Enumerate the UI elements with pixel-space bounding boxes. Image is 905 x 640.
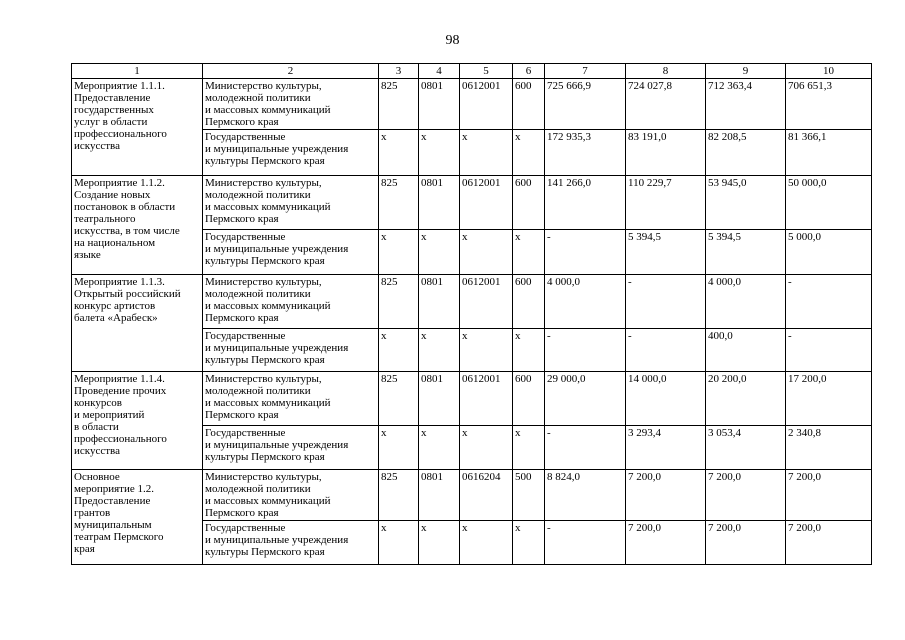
value-cell: 825	[379, 275, 419, 329]
value-cell: -	[545, 521, 626, 565]
value-cell: х	[513, 521, 545, 565]
value-cell: 5 394,5	[706, 230, 786, 275]
table-row	[72, 79, 872, 130]
value-cell: 82 208,5	[706, 130, 786, 176]
value-cell: х	[379, 521, 419, 565]
header-cell: 8	[626, 64, 706, 79]
value-cell: х	[460, 130, 513, 176]
executor-cell: Министерство культуры, молодежной политики и массовых коммуникаций Пермского края	[203, 275, 379, 329]
value-cell: 825	[379, 79, 419, 130]
header-row	[72, 64, 872, 79]
value-cell: 0801	[419, 79, 460, 130]
value-cell: -	[626, 275, 706, 329]
measure-cell: Мероприятие 1.1.2. Создание новых постановок в области театрального искусства, в том числе на национальном языке	[72, 176, 203, 275]
measure-cell: Мероприятие 1.1.3. Открытый российский конкурс артистов балета «Арабеск»	[72, 275, 203, 372]
value-cell: 600	[513, 372, 545, 426]
value-cell: 724 027,8	[626, 79, 706, 130]
value-cell: 500	[513, 470, 545, 521]
measure-cell: Мероприятие 1.1.4. Проведение прочих конкурсов и мероприятий в области профессионального искусства	[72, 372, 203, 470]
value-cell: х	[419, 230, 460, 275]
value-cell: -	[545, 329, 626, 372]
value-cell: 4 000,0	[545, 275, 626, 329]
value-cell: х	[513, 329, 545, 372]
value-cell: 3 293,4	[626, 426, 706, 470]
header-cell: 6	[513, 64, 545, 79]
value-cell: 8 824,0	[545, 470, 626, 521]
value-cell: 725 666,9	[545, 79, 626, 130]
value-cell: -	[545, 426, 626, 470]
value-cell: 0616204	[460, 470, 513, 521]
value-cell: 0612001	[460, 372, 513, 426]
value-cell: х	[513, 230, 545, 275]
value-cell: -	[786, 275, 872, 329]
executor-cell: Государственные и муниципальные учреждения культуры Пермского края	[203, 230, 379, 275]
header-cell: 9	[706, 64, 786, 79]
value-cell: х	[419, 521, 460, 565]
table-row	[72, 176, 872, 230]
table-row	[72, 372, 872, 426]
value-cell: -	[626, 329, 706, 372]
value-cell: х	[419, 329, 460, 372]
table-body	[72, 64, 872, 565]
header-cell: 5	[460, 64, 513, 79]
executor-cell: Государственные и муниципальные учреждения культуры Пермского края	[203, 521, 379, 565]
value-cell: 600	[513, 275, 545, 329]
executor-cell: Министерство культуры, молодежной политики и массовых коммуникаций Пермского края	[203, 79, 379, 130]
value-cell: 81 366,1	[786, 130, 872, 176]
value-cell: х	[419, 130, 460, 176]
value-cell: 7 200,0	[786, 521, 872, 565]
value-cell: 7 200,0	[786, 470, 872, 521]
header-cell: 10	[786, 64, 872, 79]
value-cell: 0612001	[460, 176, 513, 230]
executor-cell: Министерство культуры, молодежной политики и массовых коммуникаций Пермского края	[203, 372, 379, 426]
value-cell: х	[460, 329, 513, 372]
header-cell: 3	[379, 64, 419, 79]
value-cell: 825	[379, 372, 419, 426]
value-cell: 7 200,0	[626, 470, 706, 521]
value-cell: 2 340,8	[786, 426, 872, 470]
value-cell: х	[379, 230, 419, 275]
value-cell: 29 000,0	[545, 372, 626, 426]
value-cell: 7 200,0	[706, 470, 786, 521]
value-cell: 17 200,0	[786, 372, 872, 426]
measure-cell: Мероприятие 1.1.1. Предоставление государственных услуг в области профессионального искусства	[72, 79, 203, 176]
value-cell: 3 053,4	[706, 426, 786, 470]
value-cell: 0801	[419, 176, 460, 230]
value-cell: 141 266,0	[545, 176, 626, 230]
value-cell: 7 200,0	[706, 521, 786, 565]
value-cell: 7 200,0	[626, 521, 706, 565]
header-cell: 7	[545, 64, 626, 79]
budget-table	[71, 63, 872, 565]
value-cell: 825	[379, 470, 419, 521]
value-cell: 20 200,0	[706, 372, 786, 426]
value-cell: 0612001	[460, 79, 513, 130]
value-cell: х	[513, 426, 545, 470]
value-cell: 53 945,0	[706, 176, 786, 230]
value-cell: 600	[513, 79, 545, 130]
value-cell: 50 000,0	[786, 176, 872, 230]
value-cell: 600	[513, 176, 545, 230]
value-cell: 400,0	[706, 329, 786, 372]
value-cell: -	[545, 230, 626, 275]
value-cell: х	[460, 521, 513, 565]
value-cell: 110 229,7	[626, 176, 706, 230]
executor-cell: Государственные и муниципальные учреждения культуры Пермского края	[203, 426, 379, 470]
executor-cell: Министерство культуры, молодежной политики и массовых коммуникаций Пермского края	[203, 470, 379, 521]
value-cell: 5 000,0	[786, 230, 872, 275]
measure-cell: Основное мероприятие 1.2. Предоставление грантов муниципальным театрам Пермского края	[72, 470, 203, 565]
table-row	[72, 275, 872, 329]
value-cell: х	[460, 230, 513, 275]
value-cell: 5 394,5	[626, 230, 706, 275]
table-row	[72, 470, 872, 521]
value-cell: -	[786, 329, 872, 372]
value-cell: х	[419, 426, 460, 470]
value-cell: 0801	[419, 470, 460, 521]
executor-cell: Министерство культуры, молодежной политики и массовых коммуникаций Пермского края	[203, 176, 379, 230]
value-cell: 712 363,4	[706, 79, 786, 130]
header-cell: 2	[203, 64, 379, 79]
value-cell: 172 935,3	[545, 130, 626, 176]
value-cell: 0801	[419, 372, 460, 426]
page-number: 98	[445, 33, 460, 48]
executor-cell: Государственные и муниципальные учреждения культуры Пермского края	[203, 329, 379, 372]
value-cell: х	[513, 130, 545, 176]
value-cell: 706 651,3	[786, 79, 872, 130]
value-cell: 0612001	[460, 275, 513, 329]
value-cell: 4 000,0	[706, 275, 786, 329]
value-cell: 825	[379, 176, 419, 230]
executor-cell: Государственные и муниципальные учреждения культуры Пермского края	[203, 130, 379, 176]
value-cell: х	[379, 329, 419, 372]
header-cell: 1	[72, 64, 203, 79]
value-cell: х	[379, 130, 419, 176]
value-cell: х	[460, 426, 513, 470]
value-cell: 83 191,0	[626, 130, 706, 176]
header-cell: 4	[419, 64, 460, 79]
value-cell: 14 000,0	[626, 372, 706, 426]
value-cell: х	[379, 426, 419, 470]
value-cell: 0801	[419, 275, 460, 329]
